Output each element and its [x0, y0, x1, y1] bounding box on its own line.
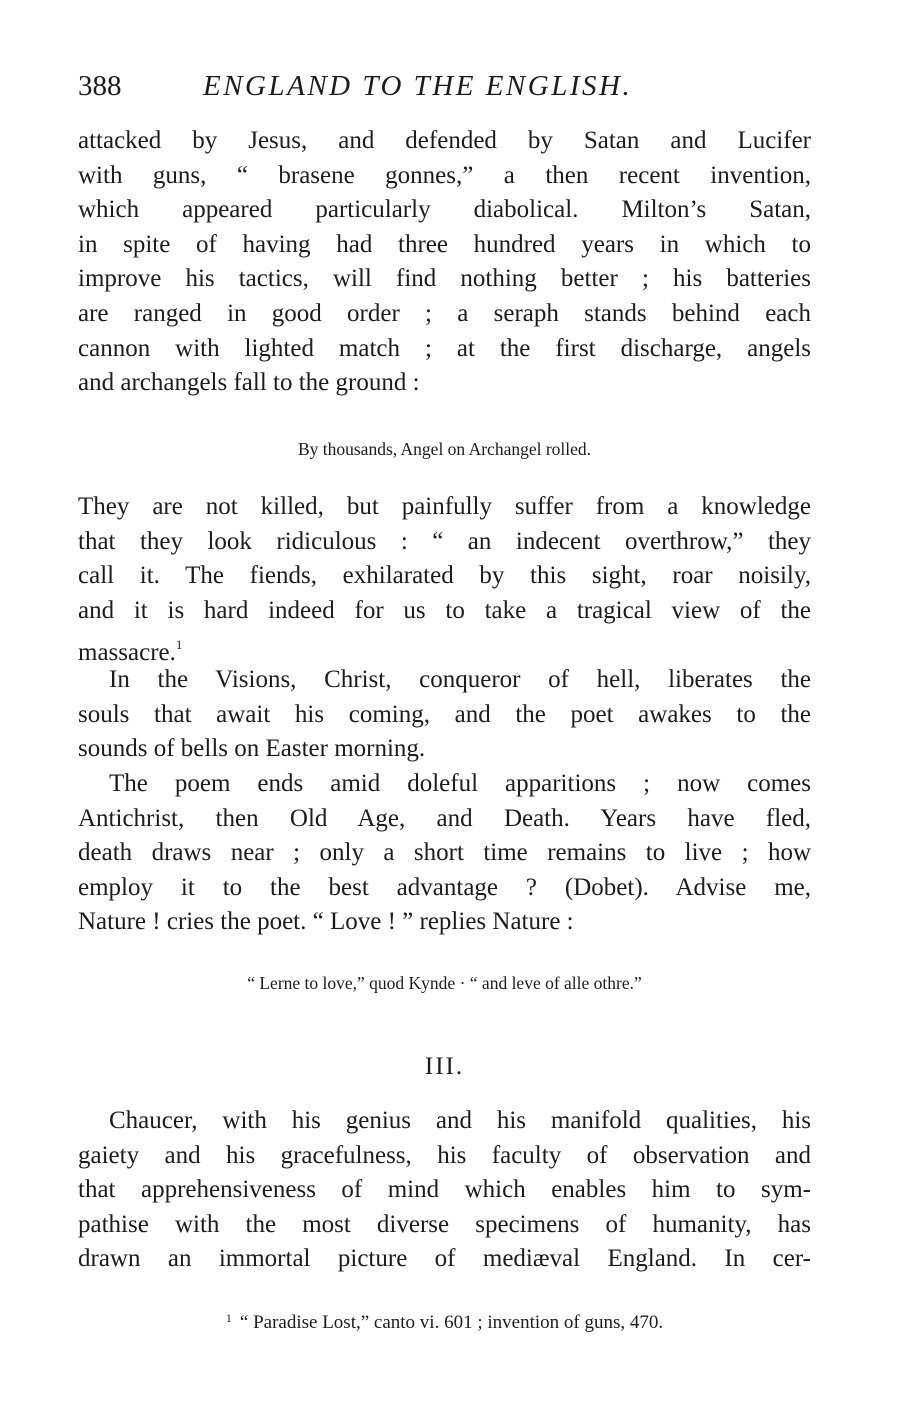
paragraph-3 [78, 663, 811, 767]
text-line [78, 628, 811, 667]
text-line: pathise with the most diverse specimens of humanity, has [78, 1210, 811, 1238]
section-heading: III. [424, 1053, 465, 1080]
paragraph-2 [78, 490, 811, 667]
text-line: are ranged in good order ; a seraph stands behind each [78, 299, 811, 327]
text-line: in spite of having had three hundred years in which to [78, 230, 811, 258]
text-line: employ it to the best advantage ? (Dobet). Advise me, [78, 873, 811, 901]
paragraph-4 [78, 767, 811, 940]
text-line: The poem ends amid doleful apparitions ; now comes [109, 770, 811, 797]
paragraph-1 [78, 124, 811, 401]
text-line: In the Visions, Christ, conqueror of hell, liberates the [109, 666, 811, 693]
footnote-marker: 1 [225, 1311, 232, 1325]
paragraph-5 [78, 1104, 811, 1277]
text-line-content: massacre. [78, 639, 176, 667]
text-line: and it is hard indeed for us to take a tragical view of the [78, 596, 811, 624]
text-line: with guns, “ brasene gonnes,” a then recent invention, [78, 161, 811, 189]
text-line: death draws near ; only a short time remains to live ; how [78, 839, 811, 867]
text-line: improve his tactics, will find nothing better ; his batteries [78, 265, 811, 293]
text-line: that apprehensiveness of mind which enables him to sym- [78, 1176, 811, 1204]
text-line: drawn an immortal picture of mediæval England. In cer- [78, 1245, 811, 1273]
text-line: Nature ! cries the poet. “ Love ! ” replies Nature : [78, 908, 574, 936]
text-line: cannon with lighted match ; at the first discharge, angels [78, 334, 811, 362]
text-line: Antichrist, then Old Age, and Death. Years have fled, [78, 804, 811, 832]
text-line: Chaucer, with his genius and his manifold qualities, his [109, 1107, 811, 1134]
text-line: call it. The fiends, exhilarated by this sight, roar noisily, [78, 562, 811, 590]
footnote-reference: 1 [175, 637, 183, 653]
footnote-text: “ Paradise Lost,” canto vi. 601 ; invention of guns, 470. [239, 1312, 664, 1333]
footnote [78, 1311, 811, 1334]
text-line: sounds of bells on Easter morning. [78, 735, 426, 763]
text-line: which appeared particularly diabolical. Milton’s Satan, [78, 196, 811, 224]
page-number: 388 [78, 70, 122, 102]
text-line: souls that await his coming, and the poet awakes to the [78, 700, 811, 728]
verse-quote-2: “ Lerne to love,” quod Kynde · “ and leve of alle othre.” [247, 973, 642, 993]
running-title: ENGLAND TO THE ENGLISH. [203, 70, 633, 102]
verse-quote-1: By thousands, Angel on Archangel rolled. [297, 439, 592, 459]
text-line: attacked by Jesus, and defended by Satan and Lucifer [78, 127, 811, 154]
text-line: and archangels fall to the ground : [78, 369, 420, 397]
text-line: They are not killed, but painfully suffer from a knowledge [78, 493, 811, 520]
page-header [78, 70, 818, 110]
text-line: that they look ridiculous : “ an indecent overthrow,” they [78, 527, 811, 555]
text-line: gaiety and his gracefulness, his faculty of observation and [78, 1141, 811, 1169]
